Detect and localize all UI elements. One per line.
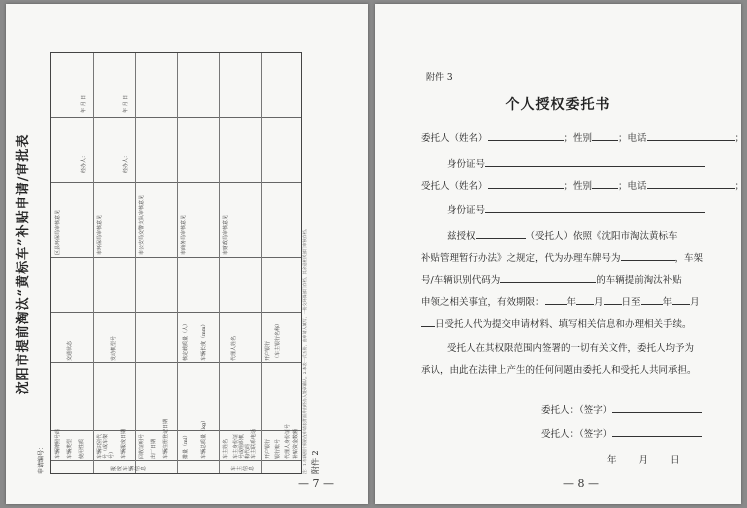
application-table xyxy=(50,52,302,474)
mid-label: 车辆长度（mm） xyxy=(201,321,207,361)
para-line-3: 号/车辆识别代码为 的车辆提前淘汰补贴 xyxy=(421,275,682,286)
annex-2-label: 附件 2 xyxy=(311,450,320,474)
mid-label: 代理人姓名 xyxy=(231,335,237,361)
row-label: 车辆类型 xyxy=(67,438,73,459)
row-label: 代理人身份证号 xyxy=(285,423,291,459)
right-page xyxy=(375,4,745,504)
row-label: 出厂日期 xyxy=(151,438,157,459)
page-number-7: — 7 — xyxy=(298,477,334,490)
group-label-vehicle: 报废车辆信息 xyxy=(111,465,147,471)
row-label: 银行账号 xyxy=(275,438,281,459)
review-date: 年 月 日 xyxy=(81,94,87,113)
row-label: 车主姓名 xyxy=(223,438,229,459)
review-header: 市环保局审核意见 xyxy=(97,214,103,255)
agent-id-line: 身份证号 xyxy=(447,202,705,216)
principal-signature: 委托人：（签字） xyxy=(541,402,702,416)
row-label: 车主身份证号或组织机构代码 xyxy=(233,433,251,459)
left-page xyxy=(6,4,368,504)
para-line-7: 承认，由此在法律上产生的任何问题由委托人和受托人共同承担。 xyxy=(421,365,697,376)
para-line-4: 申领之相关事宜，有效期限： 年 月 日至 年 月 xyxy=(421,297,700,308)
signature-date: 年 月 日 xyxy=(607,455,680,466)
row-label: 车辆识别代号（或车架号） xyxy=(97,433,115,459)
row-label: 使用性质 xyxy=(79,438,85,459)
annex-3-label: 附件 3 xyxy=(426,73,453,83)
review-header: 区县环保局审核意见 xyxy=(55,209,61,255)
mid-label: 交通状态 xyxy=(67,340,73,361)
row-label: 车辆总质量（kg） xyxy=(201,417,207,459)
review-header: 市商务局审核意见 xyxy=(181,214,187,255)
group-label-owner: 车主信息 xyxy=(231,465,255,471)
review-header: 市公安局交警支队审核意见 xyxy=(139,194,145,255)
para-line-2: 补贴管理暂行办法》之规定，代为办理车牌号为 ，车架 xyxy=(421,253,704,264)
para-line-1: 兹授权 （受托人）依照《沈阳市淘汰黄标车 xyxy=(447,231,678,242)
row-label: 车辆注册登记日期 xyxy=(163,418,169,459)
row-label: 车辆报废日期 xyxy=(121,428,127,459)
mid-label: 开户银行 xyxy=(265,340,271,361)
review-date: 年 月 日 xyxy=(123,94,129,113)
review-signer: 经办人： xyxy=(81,152,87,173)
page-number-8: — 8 — xyxy=(563,477,599,490)
row-label: 排量（ml） xyxy=(183,432,189,459)
mid-label: 发动机型号 xyxy=(111,335,117,361)
row-label: 车主联系电话 xyxy=(251,428,257,459)
para-line-5: 日受托人代为提交申请材料、填写相关信息和办理相关手续。 xyxy=(421,316,692,330)
form-notes: 注：1.车辆照片须贴在申请表背面并由经办人签章确认。2.本表一式五份，由申请人填写，一份交环保部门存档，其余送相关部门审核存档。 xyxy=(302,226,307,474)
review-header: 市财政局审核意见 xyxy=(223,214,229,255)
principal-id-line: 身份证号 xyxy=(447,156,705,170)
review-signer: 经办人： xyxy=(123,152,129,173)
row-label: 补贴资金数额 xyxy=(293,428,299,459)
mid-label: （车主银行名称） xyxy=(275,320,281,361)
apply-number-label: 申请编号： xyxy=(38,443,45,474)
agent-line: 受托人（姓名） ；性别 ；电话 ； xyxy=(421,181,745,192)
row-label: 开户银行 xyxy=(265,438,271,459)
row-label: 车辆牌照号码 xyxy=(55,428,61,459)
principal-line: 委托人（姓名） ；性别 ；电话 ； xyxy=(421,133,745,144)
row-label: 回收证明号 xyxy=(139,433,145,459)
agent-signature: 受托人：（签字） xyxy=(541,426,702,440)
rotated-application-form xyxy=(10,34,350,494)
form-title: 沈阳市提前淘汰“黄标车”补贴申请/审批表 xyxy=(16,133,31,395)
mid-label: 核定载质量（人） xyxy=(183,320,189,361)
authorization-title: 个人授权委托书 xyxy=(505,97,611,113)
para-line-6: 受托人在其权限范围内签署的一切有关文件，委托人均予为 xyxy=(447,343,695,354)
